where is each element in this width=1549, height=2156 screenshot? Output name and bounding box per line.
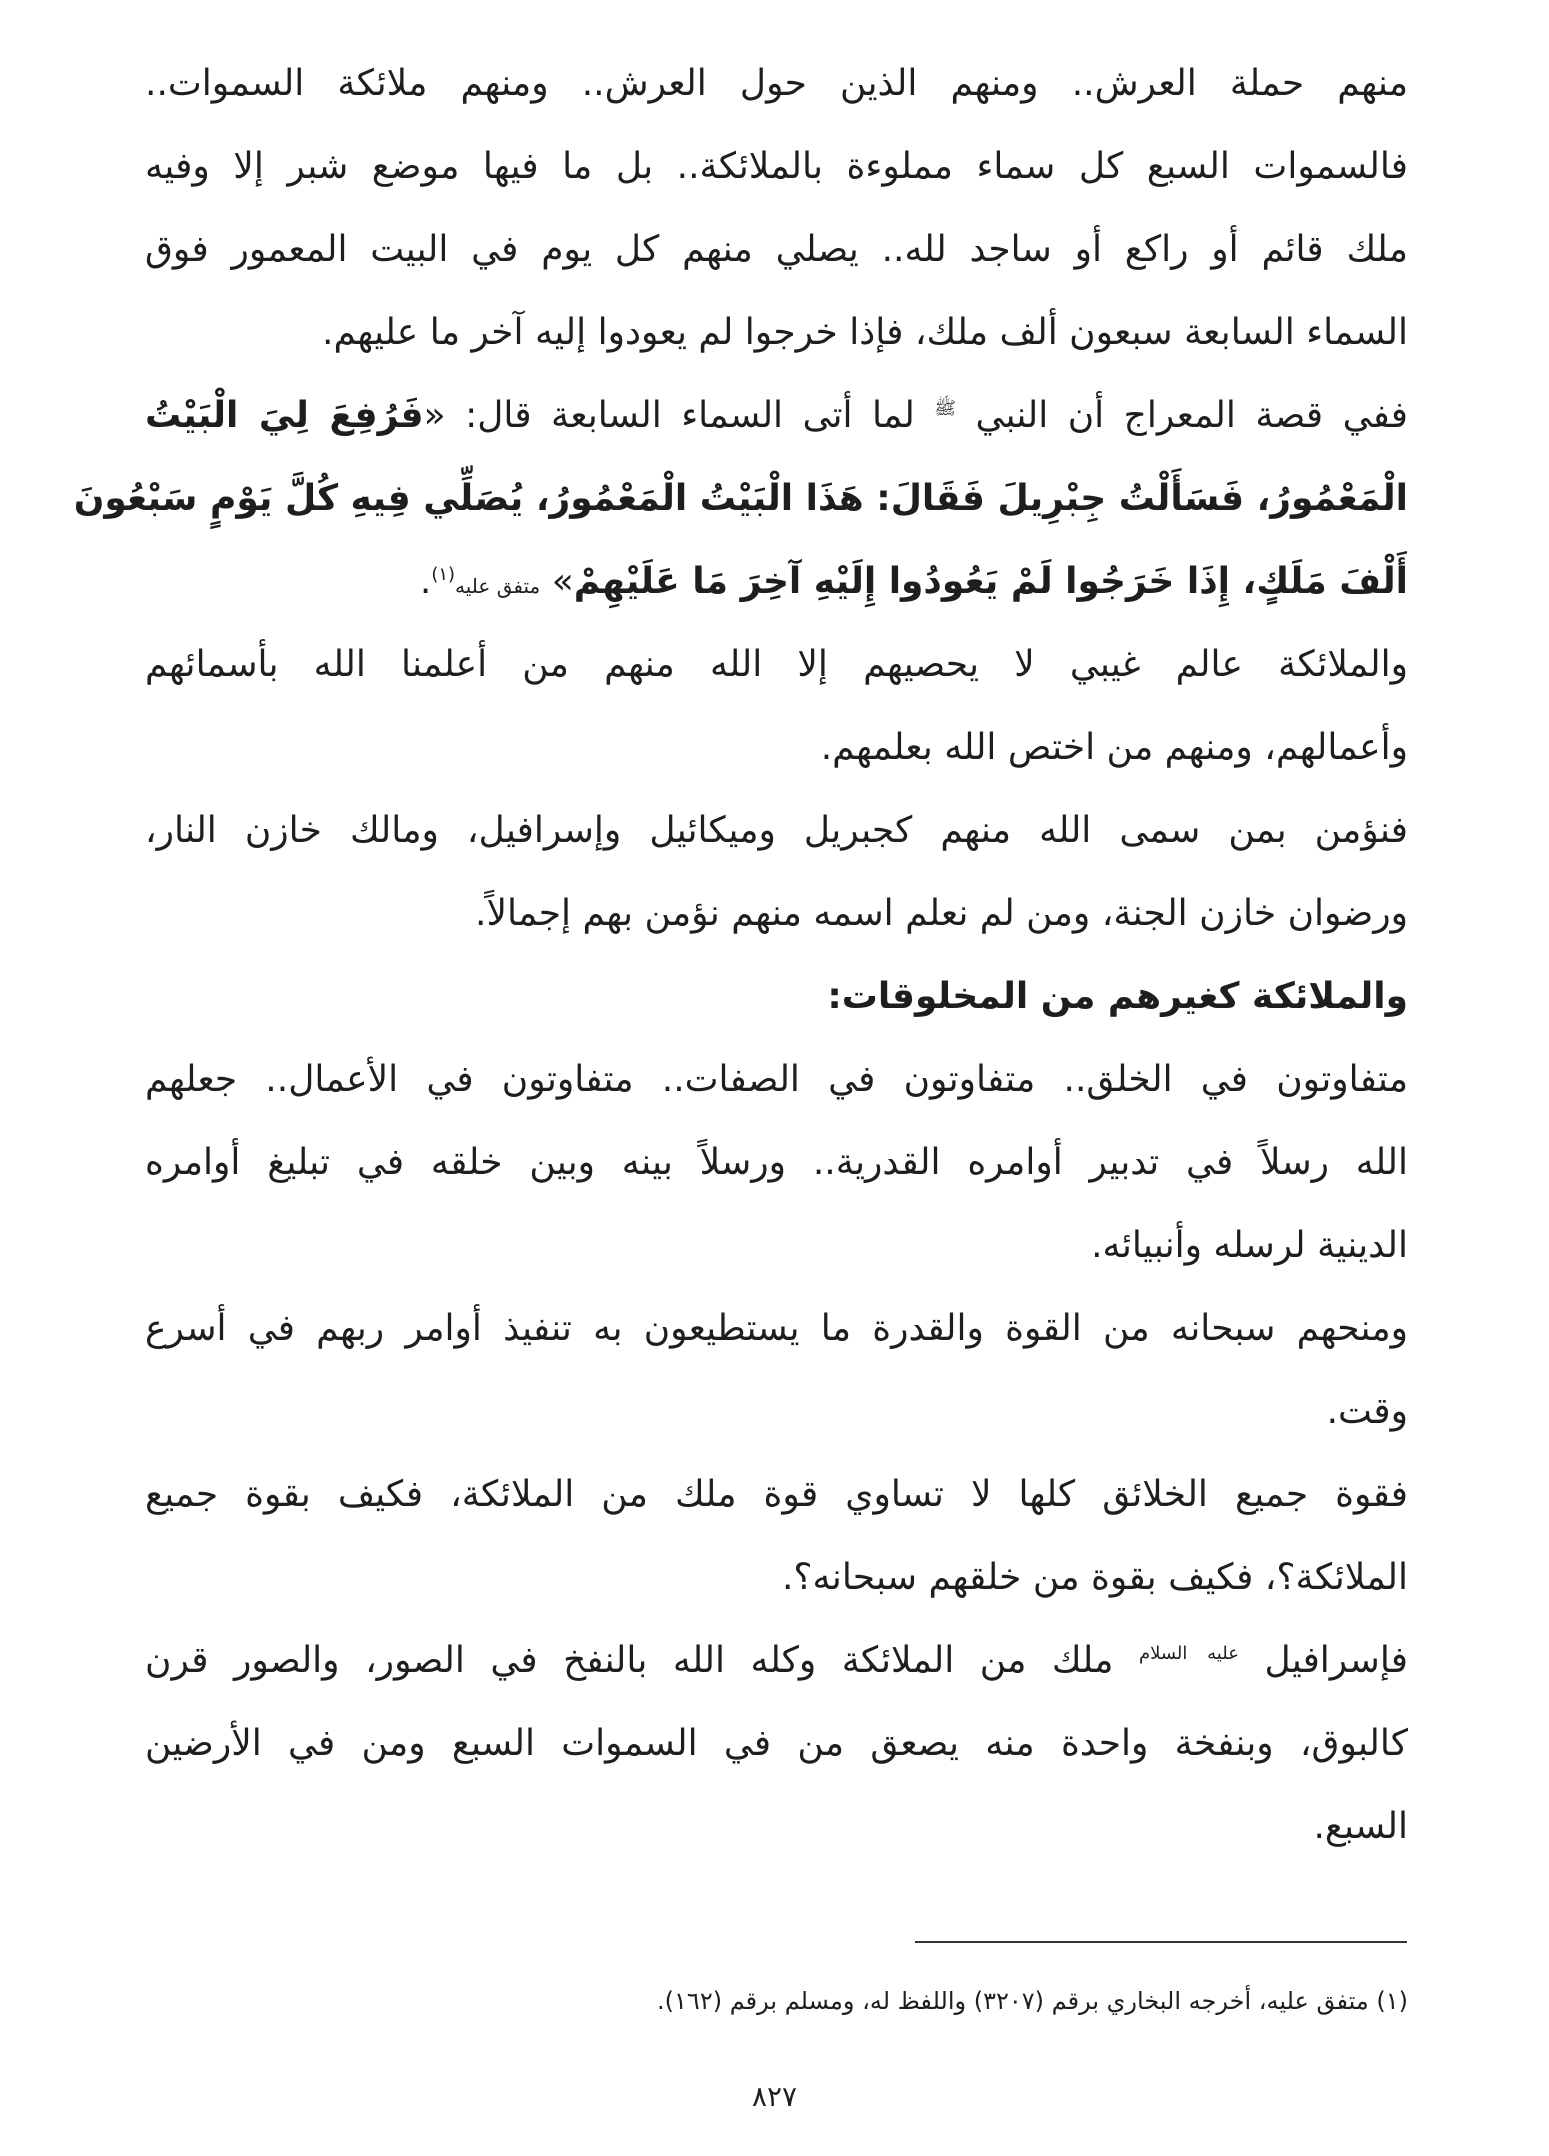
text-segment: ففي قصة المعراج أن النبي (956, 395, 1408, 436)
text-segment: » (540, 561, 574, 602)
footnote-divider (915, 1941, 1407, 1943)
text-line (145, 374, 1408, 457)
text-segment: ملك من الملائكة وكله الله بالنفخ في الصور، والصور قرن (145, 1640, 1139, 1681)
text-line (145, 1619, 1408, 1702)
text-segment: فإسرافيل (1238, 1640, 1408, 1681)
text-segment: فقوة جميع الخلائق كلها لا تساوي قوة ملك من الملائكة، فكيف بقوة جميع (145, 1474, 1408, 1515)
text-line (145, 291, 1408, 374)
text-line (145, 1370, 1408, 1453)
text-segment: كالبوق، وبنفخة واحدة منه يصعق من في السموات السبع ومن في الأرضين (145, 1723, 1408, 1764)
text-segment: والملائكة عالم غيبي لا يحصيهم إلا الله منهم من أعلمنا الله بأسمائهم (145, 644, 1408, 685)
text-line (145, 872, 1408, 955)
text-line (145, 1453, 1408, 1536)
text-segment: منهم حملة العرش.. ومنهم الذين حول العرش.. ومنهم ملائكة السموات.. (145, 63, 1408, 104)
bold-text: والملائكة كغيرهم من المخلوقات: (827, 976, 1408, 1017)
text-line (145, 1702, 1408, 1785)
text-segment: ﷺ (934, 398, 957, 419)
text-line (145, 955, 1408, 1038)
text-segment: السماء السابعة سبعون ألف ملك، فإذا خرجوا لم يعودوا إليه آخر ما عليهم. (322, 312, 1408, 353)
text-segment: ملك قائم أو راكع أو ساجد لله.. يصلي منهم كل يوم في البيت المعمور فوق (145, 229, 1408, 270)
text-segment: ورضوان خازن الجنة، ومن لم نعلم اسمه منهم نؤمن بهم إجمالاً. (475, 893, 1408, 934)
page-number: ٨٢٧ (751, 2080, 798, 2113)
text-segment: وأعمالهم، ومنهم من اختص الله بعلمهم. (820, 727, 1408, 768)
text-line (145, 789, 1408, 872)
text-line (145, 1121, 1408, 1204)
bold-text: أَلْفَ مَلَكٍ، إِذَا خَرَجُوا لَمْ يَعُودُوا إِلَيْهِ آخِرَ مَا عَلَيْهِمْ (573, 561, 1408, 602)
text-segment: وقت. (1326, 1391, 1408, 1432)
page-body (73, 42, 1408, 1868)
text-segment: . (419, 561, 432, 602)
text-segment: فالسموات السبع كل سماء مملوءة بالملائكة.. بل ما فيها موضع شبر إلا وفيه (145, 146, 1408, 187)
text-segment: متفاوتون في الخلق.. متفاوتون في الصفات.. متفاوتون في الأعمال.. جعلهم (145, 1059, 1408, 1100)
footnote-ref: (١) (431, 564, 456, 585)
text-segment: الملائكة؟، فكيف بقوة من خلقهم سبحانه؟. (781, 1557, 1408, 1598)
text-segment: متفق عليه (455, 574, 541, 598)
text-line (73, 457, 1408, 540)
text-line (145, 125, 1408, 208)
text-line (145, 623, 1408, 706)
text-segment: فنؤمن بمن سمى الله منهم كجبريل وميكائيل وإسرافيل، ومالك خازن النار، (145, 810, 1408, 851)
text-segment: السبع. (1313, 1806, 1408, 1847)
footnote: (١) متفق عليه، أخرجه البخاري برقم (٣٢٠٧) واللفظ له، ومسلم برقم (١٦٢). (657, 1987, 1408, 2015)
text-line (145, 540, 1408, 623)
text-line (145, 1287, 1408, 1370)
text-line (145, 1536, 1408, 1619)
text-line (145, 1038, 1408, 1121)
text-line (145, 42, 1408, 125)
text-segment: الدينية لرسله وأنبيائه. (1091, 1225, 1408, 1266)
text-line (145, 208, 1408, 291)
bold-text: فَرُفِعَ لِيَ الْبَيْتُ (145, 395, 424, 436)
text-segment: لما أتى السماء السابعة قال: « (423, 395, 935, 436)
text-line (145, 1785, 1408, 1868)
text-segment: عليه السلام (1138, 1643, 1239, 1664)
text-segment: ومنحهم سبحانه من القوة والقدرة ما يستطيعون به تنفيذ أوامر ربهم في أسرع (145, 1308, 1408, 1349)
text-line (145, 706, 1408, 789)
text-line (145, 1204, 1408, 1287)
bold-text: الْمَعْمُورُ، فَسَأَلْتُ جِبْرِيلَ فَقَالَ: هَذَا الْبَيْتُ الْمَعْمُورُ، يُصَلِّي فِيهِ كُلَّ يَوْمٍ سَبْعُونَ (73, 478, 1408, 519)
text-segment: الله رسلاً في تدبير أوامره القدرية.. ورسلاً بينه وبين خلقه في تبليغ أوامره (145, 1142, 1408, 1183)
